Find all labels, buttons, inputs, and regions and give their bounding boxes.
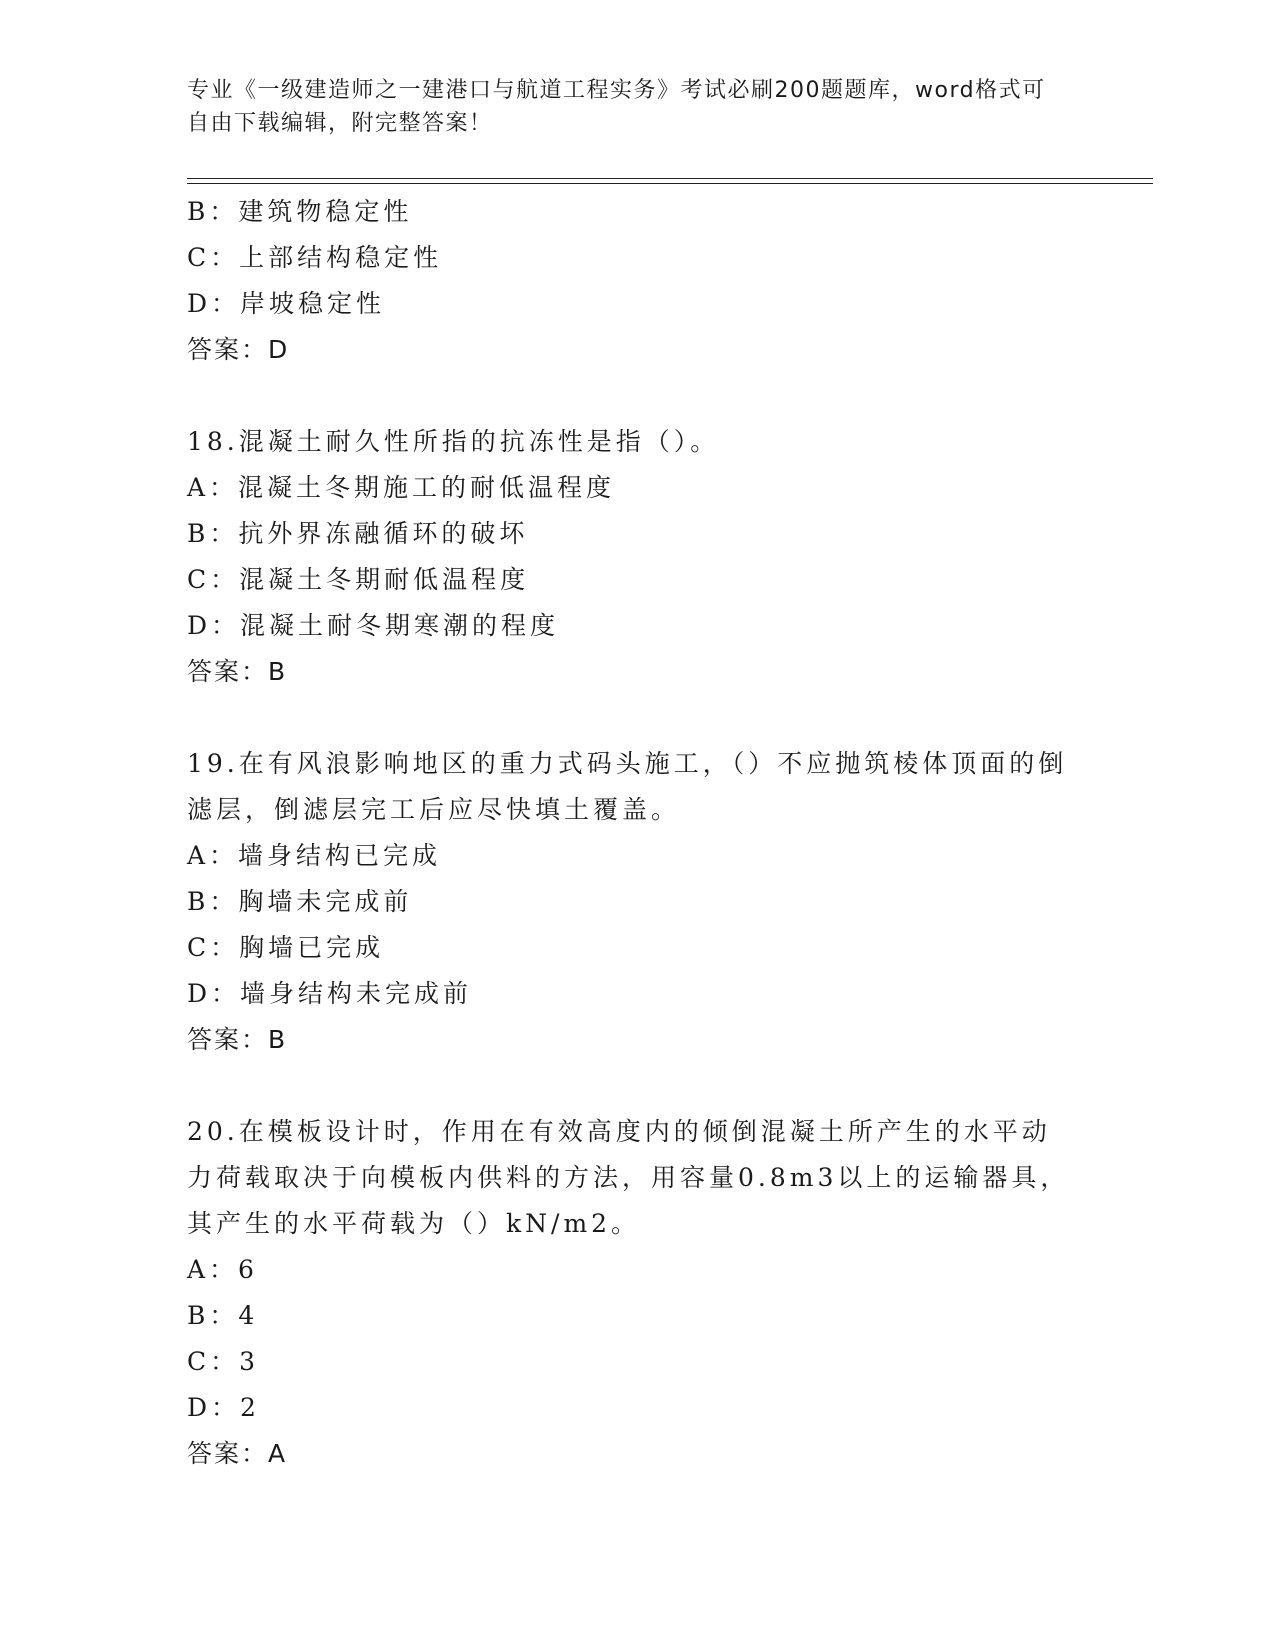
q18-answer: 答案：B <box>187 657 288 686</box>
q20-option-c: C：3 <box>187 1347 260 1376</box>
q17-option-d: D：岸坡稳定性 <box>187 289 386 318</box>
spacer <box>187 695 1087 741</box>
question-18 <box>187 419 1087 695</box>
document-header: 专业《一级建造师之一建港口与航道工程实务》考试必刷200题题库，word格式可自由下载编辑，附完整答案！ <box>187 78 1046 136</box>
q19-option-c: C：胸墙已完成 <box>187 933 385 962</box>
question-list <box>187 189 1087 1477</box>
q17-option-c: C：上部结构稳定性 <box>187 243 443 272</box>
q18-option-c: C：混凝土冬期耐低温程度 <box>187 565 530 594</box>
q19-option-a: A：墙身结构已完成 <box>187 841 442 870</box>
spacer <box>187 373 1087 419</box>
q19-stem: 19.在有风浪影响地区的重力式码头施工，（）不应抛筑棱体顶面的倒滤层，倒滤层完工后应尽快填土覆盖。 <box>187 749 1068 824</box>
q20-answer: 答案：A <box>187 1439 288 1468</box>
q19-option-b: B：胸墙未完成前 <box>187 887 413 916</box>
question-20 <box>187 1109 1087 1477</box>
q20-stem: 20.在模板设计时，作用在有效高度内的倾倒混凝土所产生的水平动力荷载取决于向模板内供料的方法，用容量0.8m3以上的运输器具，其产生的水平荷载为（）kN/m2。 <box>187 1117 1070 1238</box>
q20-option-a: A：6 <box>187 1255 258 1284</box>
spacer <box>187 1063 1087 1109</box>
q18-stem: 18.混凝土耐久性所指的抗冻性是指（）。 <box>187 427 720 456</box>
q19-option-d: D：墙身结构未完成前 <box>187 979 473 1008</box>
q19-answer: 答案：B <box>187 1025 288 1054</box>
question-17 <box>187 189 1087 373</box>
header-divider-top <box>187 178 1153 179</box>
q17-option-b: B：建筑物稳定性 <box>187 197 413 226</box>
header-divider-bottom <box>187 183 1153 184</box>
q18-option-b: B：抗外界冻融循环的破坏 <box>187 519 529 548</box>
q18-option-d: D：混凝土耐冬期寒潮的程度 <box>187 611 560 640</box>
q17-answer: 答案：D <box>187 335 290 364</box>
q18-option-a: A：混凝土冬期施工的耐低温程度 <box>187 473 616 502</box>
q20-option-b: B：4 <box>187 1301 259 1330</box>
q20-option-d: D：2 <box>187 1393 260 1422</box>
question-19 <box>187 741 1087 1063</box>
